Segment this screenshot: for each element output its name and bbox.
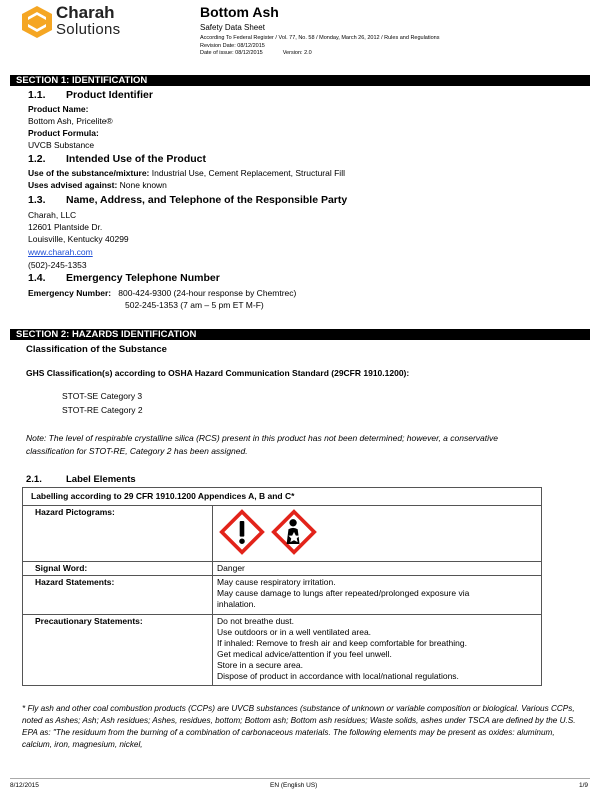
logo-name: Charah (56, 3, 115, 22)
hazard-statements-cell (213, 576, 542, 615)
pictograms-label: Hazard Pictograms: (23, 506, 213, 562)
hazard-statements-label: Hazard Statements: (23, 576, 213, 615)
subsection-title: Intended Use of the Product (66, 153, 207, 165)
precautionary-statement: If inhaled: Remove to fresh air and keep comfortable for breathing. (217, 638, 467, 648)
document-header (0, 0, 600, 70)
signal-word-row (23, 562, 542, 576)
emergency-line-1 (28, 288, 296, 299)
intended-use-line (28, 168, 345, 179)
product-name-value: Bottom Ash, Pricelite® (28, 116, 113, 126)
hazard-category-1: STOT-SE Category 3 (62, 391, 143, 401)
footer-divider (10, 778, 590, 779)
section-1-header: SECTION 1: IDENTIFICATION (10, 75, 590, 86)
footer-language: EN (English US) (270, 782, 318, 789)
subsection-1-1 (28, 90, 153, 101)
regulation-line: According To Federal Register / Vol. 77, No. 58 / Monday, March 26, 2012 / Rules and Regulations (200, 35, 440, 41)
subsection-2-1 (26, 474, 136, 485)
subsection-1-2 (28, 154, 206, 165)
hazard-statement: May cause respiratory irritation. (217, 577, 336, 587)
charah-logo-icon (22, 6, 52, 38)
precautionary-statements-cell (213, 615, 542, 686)
precautionary-statement: Get medical advice/attention if you feel unwell. (217, 649, 392, 659)
subsection-number: 1.1. (28, 89, 46, 101)
subsection-title: Name, Address, and Telephone of the Responsible Party (66, 194, 348, 206)
document-title: Bottom Ash (200, 4, 279, 20)
issue-date: Date of issue: 08/12/2015 (200, 50, 263, 56)
subsection-title: Product Identifier (66, 89, 153, 101)
website-link[interactable]: www.charah.com (28, 247, 93, 257)
precautionary-statements-label: Precautionary Statements: (23, 615, 213, 686)
against-label: Uses advised against: (28, 180, 118, 190)
subsection-number: 1.2. (28, 153, 46, 165)
version: Version: 2.0 (282, 50, 312, 56)
label-elements-table (22, 487, 542, 686)
pictograms-cell (213, 506, 542, 562)
hazard-statement: May cause damage to lungs after repeated/prolonged exposure via (217, 588, 470, 598)
precautionary-statements-row (23, 615, 542, 686)
ghs-heading: GHS Classification(s) according to OSHA Hazard Communication Standard (29CFR 1910.1200): (26, 368, 410, 378)
emergency-label: Emergency Number: (28, 288, 112, 298)
subsection-1-4 (28, 273, 220, 284)
note-line-2: classification for STOT-RE, Category 2 has been assigned. (26, 446, 248, 456)
subsection-1-3 (28, 195, 347, 206)
table-heading: Labelling according to 29 CFR 1910.1200 Appendices A, B and C* (23, 488, 542, 506)
company-name: Charah, LLC (28, 210, 77, 220)
use-value: Industrial Use, Cement Replacement, Structural Fill (149, 168, 345, 178)
emergency-number-1: 800-424-9300 (24-hour response by Chemtrec) (118, 288, 297, 298)
signal-word-value: Danger (213, 562, 542, 576)
precautionary-statement: Do not breathe dust. (217, 616, 295, 626)
product-name-label: Product Name: (28, 104, 89, 114)
product-formula-label: Product Formula: (28, 128, 99, 138)
table-heading-row (23, 488, 542, 506)
revision-date: Revision Date: 08/12/2015 (200, 42, 265, 49)
use-label: Use of the substance/mixture: (28, 168, 150, 178)
document-subtitle: Safety Data Sheet (200, 23, 265, 32)
subsection-title: Emergency Telephone Number (66, 272, 220, 284)
hazard-statement: inhalation. (217, 599, 256, 609)
precautionary-statement: Store in a secure area. (217, 660, 303, 670)
phone-number: (502)-245-1353 (28, 260, 87, 270)
emergency-number-2: 502-245-1353 (7 am – 5 pm ET M-F) (125, 300, 264, 310)
product-formula-value: UVCB Substance (28, 140, 95, 150)
note-line-1: Note: The level of respirable crystalline silica (RCS) present in this product has not been determined; however, a conservative (26, 433, 498, 443)
signal-word-label: Signal Word: (23, 562, 213, 576)
logo-subtitle: Solutions (56, 21, 121, 38)
issue-line (200, 50, 440, 58)
hazard-category-2: STOT-RE Category 2 (62, 405, 143, 415)
subsection-number: 2.1. (26, 474, 42, 485)
against-value: None known (117, 180, 167, 190)
section-2-header: SECTION 2: HAZARDS IDENTIFICATION (10, 329, 590, 340)
hazard-statements-row (23, 576, 542, 615)
footer-page-number: 1/9 (578, 782, 588, 789)
classification-heading: Classification of the Substance (26, 344, 167, 355)
pictograms-row (23, 506, 542, 562)
footnote: * Fly ash and other coal combustion products (CCPs) are UVCB substances (substance of unknown or variable composition or biological. Various CCPs, noted as Ashes; Ash; Ash residues; Ashes, residues, bottom; Bottom ash; Bottom ash residues; Waste solids, ashes under TSCA are defined by the U.S. EPA as: "The residuum from the burning of a combination of carbonaceous materials. The following elements may be present as oxides: aluminum, calcium, iron, magnesium, nickel, (22, 704, 576, 749)
address-line-2: Louisville, Kentucky 40299 (28, 234, 129, 244)
address-line-1: 12601 Plantside Dr. (28, 222, 103, 232)
subsection-number: 1.3. (28, 194, 46, 206)
exclamation-mark-icon (219, 509, 265, 555)
uses-advised-against-line (28, 180, 167, 191)
footer-date: 8/12/2015 (10, 782, 39, 789)
precautionary-statement: Dispose of product in accordance with local/national regulations. (217, 671, 459, 681)
precautionary-statement: Use outdoors or in a well ventilated area. (217, 627, 372, 637)
logo-wordmark (56, 4, 120, 38)
document-meta (200, 35, 440, 58)
subsection-title: Label Elements (66, 474, 136, 485)
health-hazard-icon (271, 509, 317, 555)
subsection-number: 1.4. (28, 272, 46, 284)
